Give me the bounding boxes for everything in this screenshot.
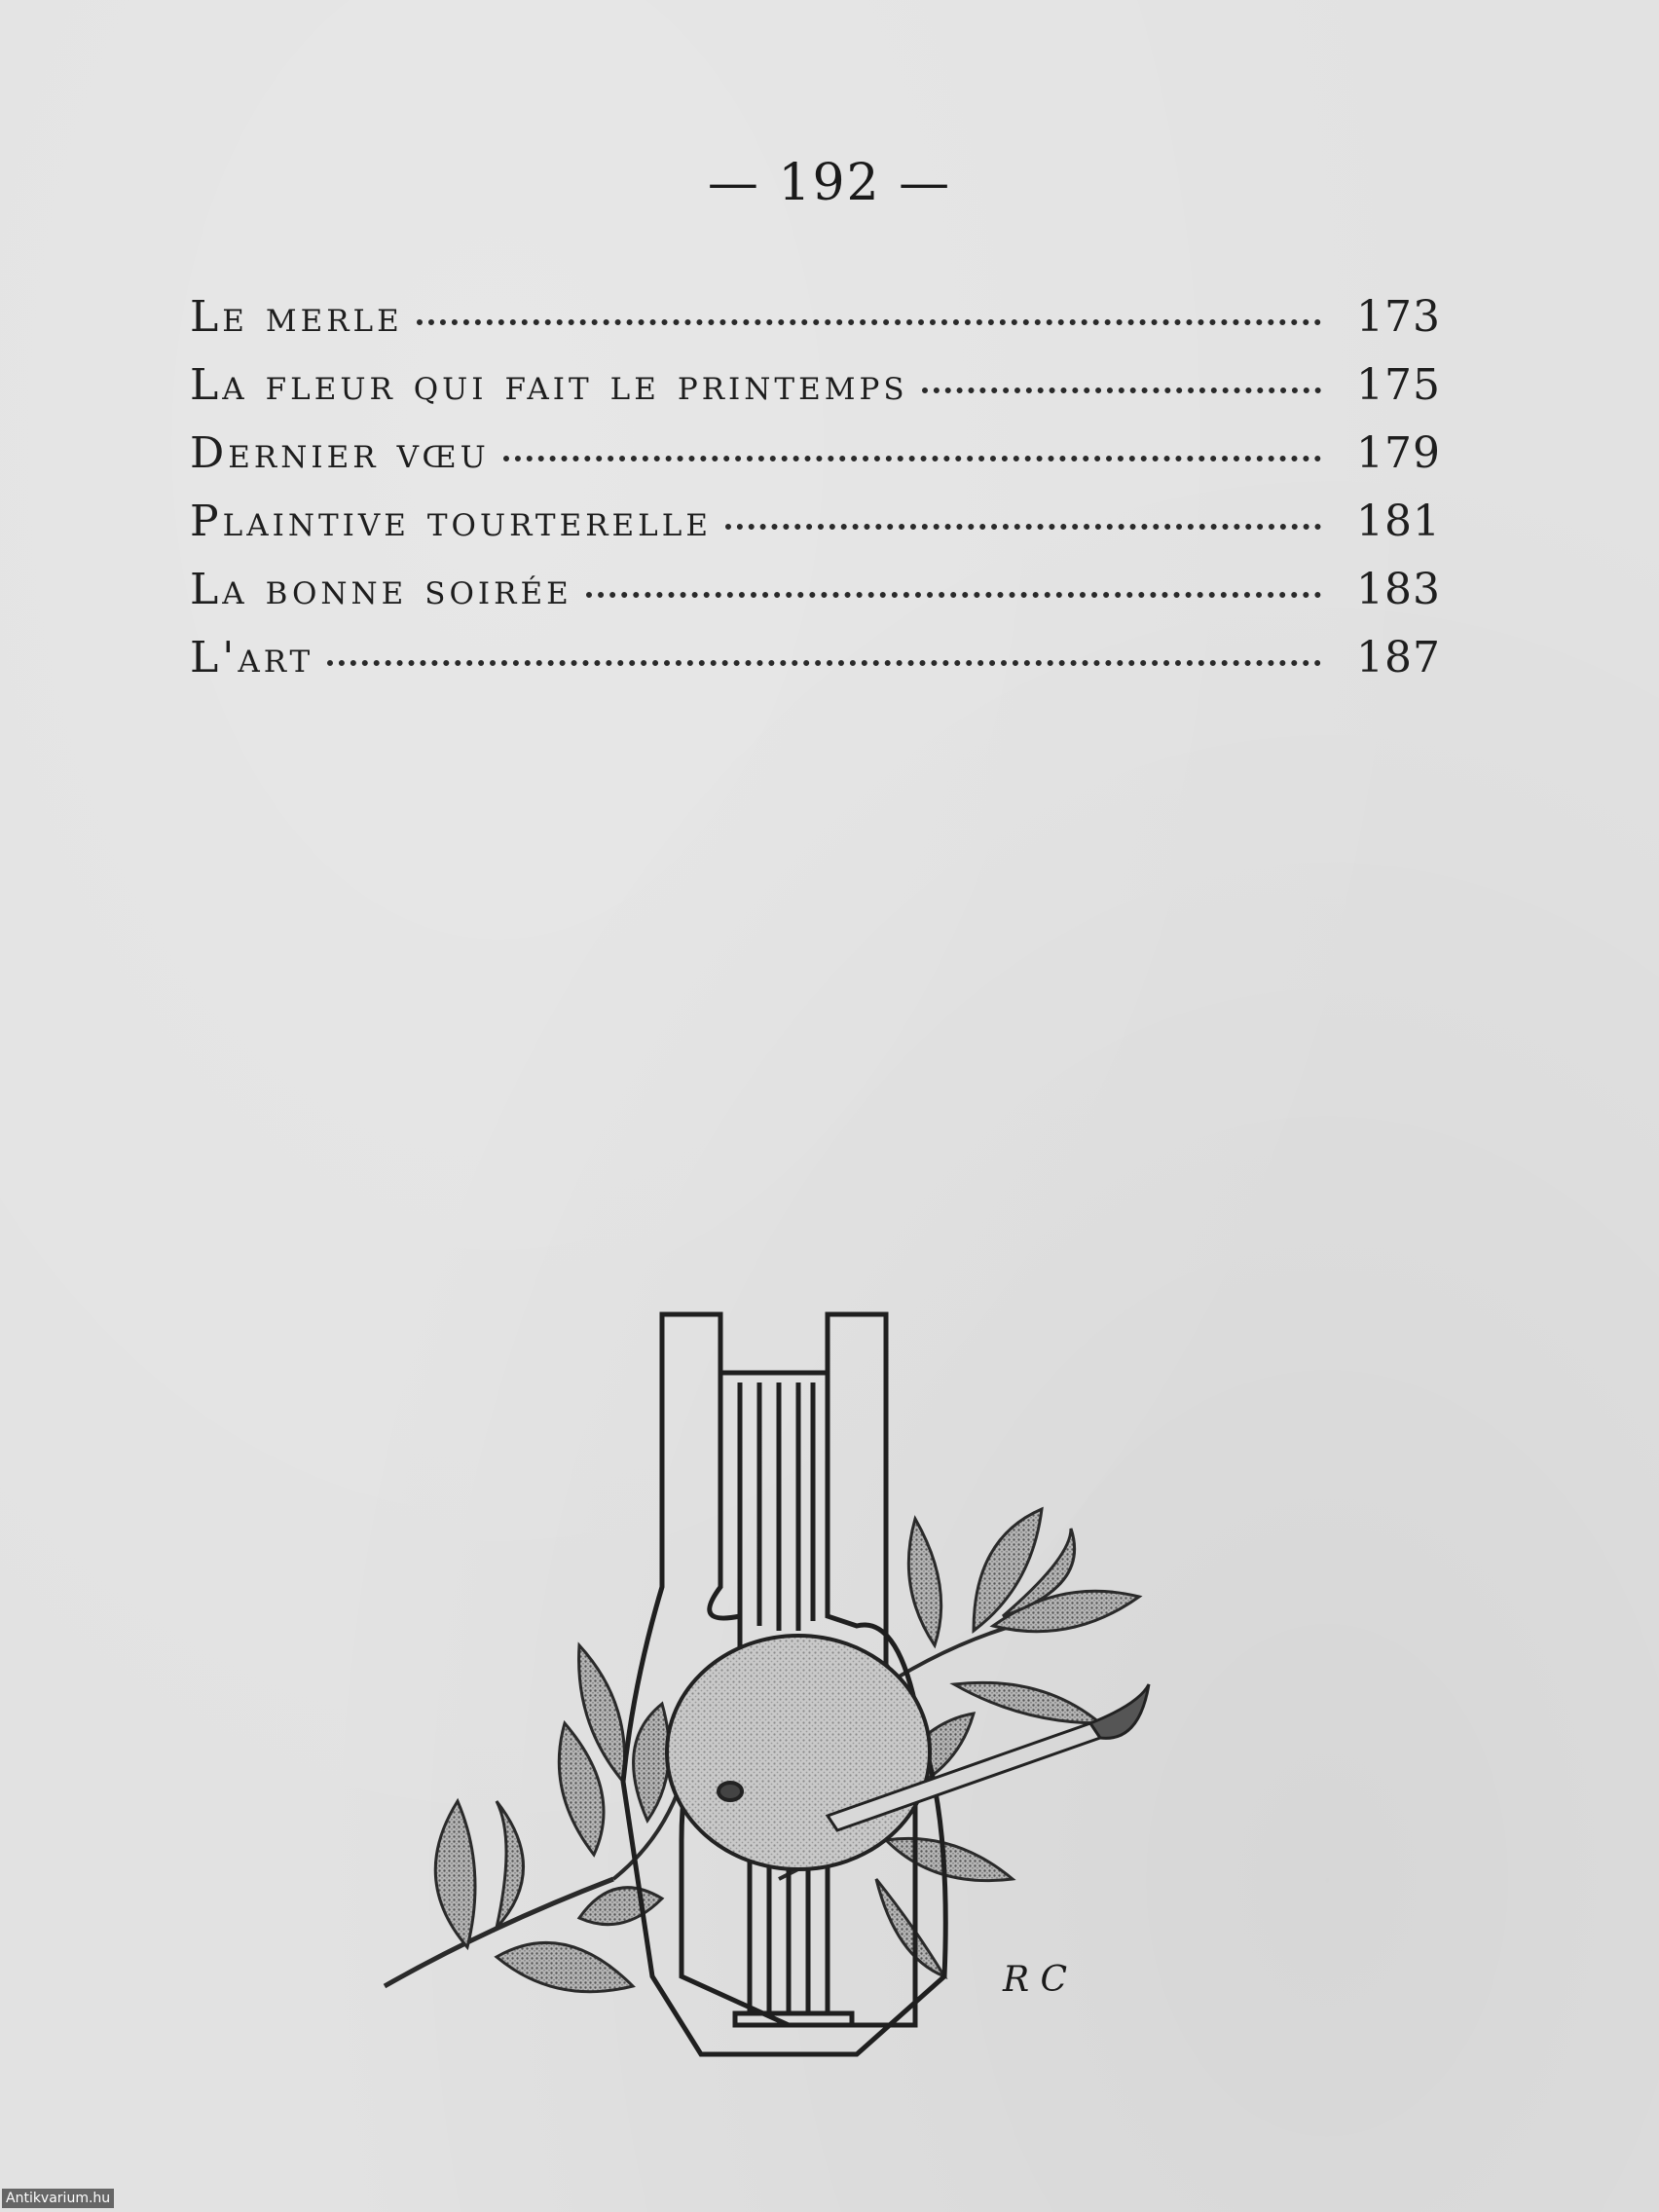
dot-leader [503,456,1321,461]
dot-leader [417,319,1321,325]
lyre-palette-icon [370,1295,1305,2074]
dot-leader [327,660,1321,666]
artist-monogram: R C [1003,1960,1068,2000]
toc-entry-title: L'art [190,633,314,682]
page-number: — 192 — [707,154,952,212]
toc-entry [190,360,1441,428]
toc-entry [190,292,1441,360]
toc-entry-page: 187 [1356,633,1441,682]
toc-entry [190,633,1441,701]
toc-entry-page: 179 [1356,428,1441,478]
toc-entry-title: Dernier vœu [190,428,490,478]
toc-entry-title: La bonne soirée [190,565,572,614]
toc-entry [190,565,1441,633]
toc-entry-page: 173 [1356,292,1441,342]
toc-entry-title: La fleur qui fait le printemps [190,360,908,410]
toc-entry-page: 181 [1356,497,1441,546]
dot-leader [922,387,1321,393]
watermark: Antikvarium.hu [2,2189,114,2208]
toc-entry-page: 183 [1356,565,1441,614]
toc-entry-title: Le merle [190,292,403,342]
toc-entry [190,428,1441,497]
table-of-contents [190,292,1441,701]
palette [667,1636,930,1869]
toc-entry-title: Plaintive tourterelle [190,497,712,546]
dot-leader [586,592,1321,598]
toc-entry-page: 175 [1356,360,1441,410]
dot-leader [725,524,1321,530]
toc-entry [190,497,1441,565]
